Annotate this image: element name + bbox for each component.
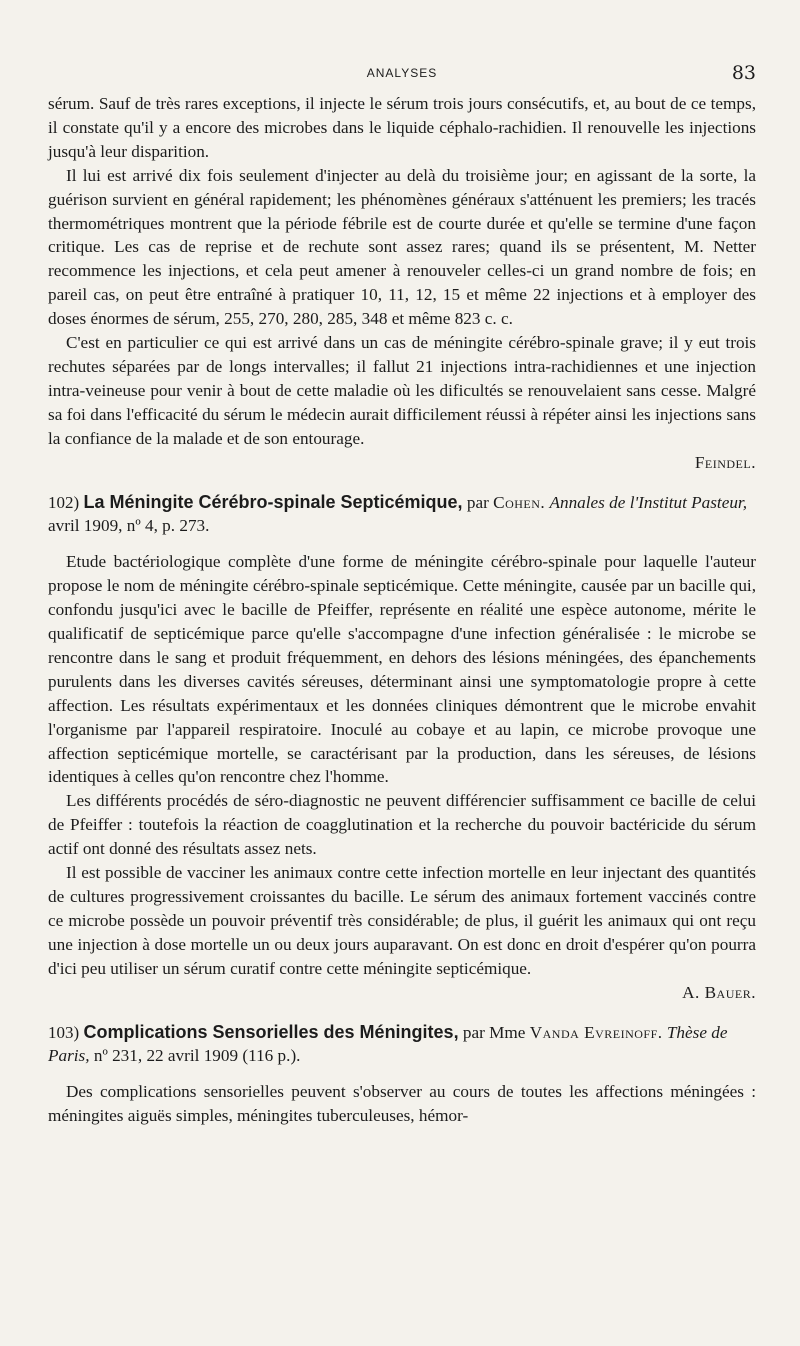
paragraph-102-2: Les différents procédés de séro-diagnostic ne peuvent différencier suffisamment ce bacille de celui de Pfeiffer : toutefois la réaction de coagglutination et la recherche du pouvoir bactéricide du sérum actif ont donné des résultats assez nets. [48, 791, 756, 859]
entry-103-title: Complications Sensorielles des Méningites, [83, 1021, 459, 1042]
paragraph-serum-2: Il lui est arrivé dix fois seulement d'injecter au delà du troisième jour; en agissant de la sorte, la guérison survient en général rapidement; les phénomènes généraux s'atténuent les premiers; les tracés thermométriques montrent que la période fébrile est de courte durée et qu'elle se termine d'une façon critique. Les cas de reprise et de rechute sont assez rares; quand ils se présentent, M. Netter recommence les injections, et cela peut amener à renouveler celles-ci un grand nombre de fois; en pareil cas, on peut être entraîné à pratiquer 10, 11, 12, 15 et même 22 injections et à employer des doses énormes de sérum, 255, 270, 280, 285, 348 et même 823 c. c. [48, 165, 756, 329]
entry-103-number: 103) [48, 1022, 80, 1042]
entry-102-author: Cohen. [493, 492, 546, 512]
entry-102-heading [48, 491, 756, 539]
entry-102-source: Annales de l'Institut Pasteur, [549, 492, 747, 512]
entry-103-source: Thèse de Paris, [48, 1022, 728, 1066]
paragraph-103-1: Des complications sensorielles peuvent s'observer au cours de toutes les affections méningées : méningites aiguës simples, méningites tuberculeuses, hémor- [48, 1082, 756, 1126]
paragraph-102-3: Il est possible de vacciner les animaux contre cette infection mortelle en leur injectant des quantités de cultures progressivement croissantes du bacille. Le sérum des animaux fortement vaccinés contre ce microbe possède un pouvoir préventif très considérable; de plus, il guérit les animaux qui ont reçu une injection à dose mortelle un ou deux jours auparavant. On est donc en droit d'espérer qu'on pourra d'ici peu utiliser un sérum curatif contre cette méningite septicémique. [48, 863, 756, 978]
entry-103-reference: nº 231, 22 avril 1909 (116 p.). [93, 1046, 301, 1066]
paragraph-serum-3: C'est en particulier ce qui est arrivé dans un cas de méningite cérébro-spinale grave; il y eut trois rechutes séparées par de longs intervalles; il fallut 21 injections intra-rachidiennes et une injection intra-veineuse pour venir à bout de cette maladie où les dificultés se renouvelaient sans cesse. Malgré sa foi dans l'efficacité du sérum le médecin aurait difficilement réussi à répéter ainsi les injections sans la confiance de la malade et de son entourage. [48, 333, 756, 448]
signature-feindel: Feindel. [694, 452, 756, 472]
entry-102-title: La Méningite Cérébro-spinale Septicémique, [83, 491, 463, 512]
entry-102-by: par [466, 492, 489, 512]
entry-102-number: 102) [48, 492, 80, 512]
running-head: ANALYSES [366, 66, 438, 80]
article-body [48, 92, 756, 1128]
paragraph-serum-1: sérum. Sauf de très rares exceptions, il injecte le sérum trois jours consécutifs, et, au bout de ce temps, il constate qu'il y a encore des microbes dans le liquide céphalo-rachidien. Il renouvelle les injections jusqu'à leur disparition. [48, 94, 756, 161]
paragraph-102-1: Etude bactériologique complète d'une forme de méningite cérébro-spinale pour laquelle l'auteur propose le nom de méningite cérébro-spinale septicémique. Cette méningite, causée par un bacille qui, confondu jusqu'ici avec le bacille de Pfeiffer, représente en réalité une espèce autonome, mérite le qualificatif de septicémique parce qu'elle s'accompagne d'une infection généralisée : le microbe se rencontre dans le sang et produit fréquemment, en dehors des lésions méningées, des épanchements purulents dans les diverses cavités séreuses, déterminant ainsi une symptomatologie propre à cette affection. Les résultats expérimentaux et les données cliniques démontrent que le microbe envahit l'organisme par l'appareil respiratoire. Inoculé au cobaye et au lapin, ce microbe provoque une affection septicémique mortelle, se caractérisant par la production, dans les séreuses, de lésions identiques à celles qu'on rencontre chez l'homme. [48, 552, 756, 787]
entry-103-heading [48, 1021, 756, 1069]
page-number: 83 [731, 62, 756, 84]
entry-103-by: par Mme [462, 1022, 526, 1042]
entry-102-reference: avril 1909, nº 4, p. 273. [48, 516, 210, 536]
entry-103-author: Vanda Evreinoff. [529, 1022, 663, 1042]
page-header [48, 62, 756, 84]
signature-bauer: A. Bauer. [682, 982, 756, 1002]
